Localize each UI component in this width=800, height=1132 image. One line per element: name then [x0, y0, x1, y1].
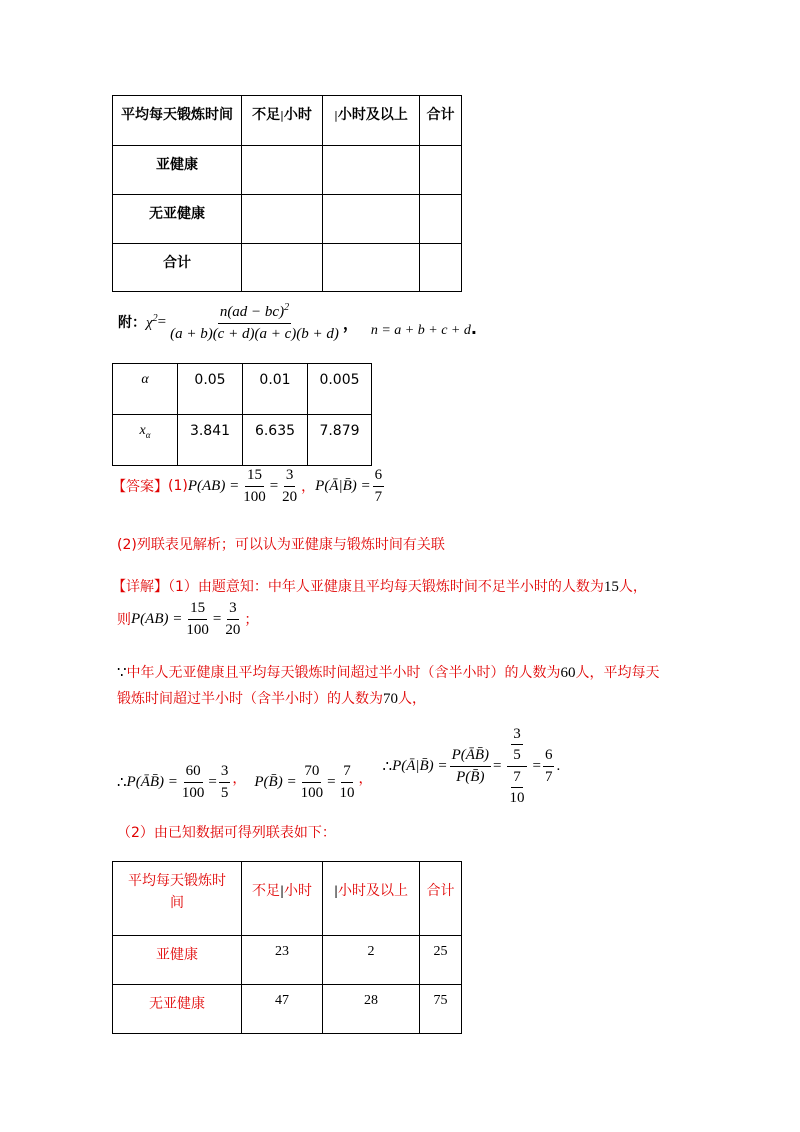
number: 15	[603, 579, 619, 595]
fraction: $\frac{7}{10}$	[339, 763, 355, 801]
appendix-formula	[118, 298, 477, 346]
appendix-label: 附：	[118, 315, 146, 331]
p-ab-label: P(AB) =	[131, 610, 183, 627]
semicolon: ；	[244, 612, 259, 628]
n-definition: n = a + b + c + d	[370, 323, 471, 338]
x-alpha-value: 7.879	[308, 415, 372, 466]
alpha-value: 0.005	[308, 364, 372, 415]
period: .	[556, 757, 561, 774]
equals-sign: =	[208, 773, 217, 790]
row-label-no-sub-health: 无亚健康	[113, 985, 242, 1034]
equals-sign: =	[532, 757, 541, 774]
nested-fraction: $\frac{\frac{3}{5}}{\frac{7}{10}}$	[504, 726, 531, 807]
table-cell: 47	[242, 985, 323, 1034]
header-less-than-hour: 不足|小时	[242, 862, 323, 936]
alpha-value: 0.01	[243, 364, 308, 415]
row-label-sub-health: 亚健康	[113, 146, 242, 195]
header-less-than-hour: 不足|小时	[242, 96, 323, 146]
comma: ，	[301, 479, 316, 495]
x-alpha-value: 6.635	[243, 415, 308, 466]
table-cell: 25	[420, 936, 462, 985]
p-ab-complement-label: P(ĀB̄) =	[126, 773, 178, 790]
fraction: $\frac{6}{7}$	[374, 467, 383, 505]
x-alpha-value: 3.841	[178, 415, 243, 466]
therefore-symbol: ∴	[117, 774, 127, 791]
fraction: $\frac{3}{20}$	[282, 467, 298, 505]
p-ab-label: P(AB) =	[187, 477, 240, 494]
detail-line-3	[117, 662, 660, 682]
table-cell	[323, 146, 420, 195]
detail-text: 人，	[398, 691, 426, 707]
table-health-vs-exercise-filled	[112, 861, 462, 1034]
detail-text: 锻炼时间超过半小时（含半小时）的人数为	[117, 691, 383, 707]
table-critical-values	[112, 363, 372, 466]
fraction: $\frac{15}{100}$	[186, 600, 209, 638]
comma: ，	[232, 771, 247, 787]
comma: ，	[358, 771, 373, 787]
because-symbol: ∵	[117, 665, 127, 681]
equals-sign: =	[157, 313, 167, 330]
table-cell	[420, 195, 462, 244]
answer-part2: (2)列联表见解析；可以认为亚健康与锻炼时间有关联	[117, 537, 445, 553]
fraction: $\frac{6}{7}$	[544, 747, 553, 785]
header-hour-and-above: |小时及以上	[323, 862, 420, 936]
chi-symbol: $\chi^2$	[146, 312, 158, 331]
header-avg-daily-exercise: 平均每天锻炼时间	[113, 96, 242, 146]
header-total: 合计	[420, 862, 462, 936]
therefore-symbol: ∴	[382, 758, 393, 775]
detail-text: 则	[117, 612, 131, 628]
chi-square-fraction: $\frac{n(ad - bc)^2}{(a + b)(c + d)(a + c)(b + d)}$	[170, 302, 339, 342]
answer-part1-label: (1)	[168, 478, 188, 494]
table-cell	[242, 244, 323, 292]
equals-sign: =	[212, 610, 222, 627]
equals-sign: =	[493, 757, 502, 774]
fraction: $\frac{60}{100}$	[181, 763, 205, 801]
fraction: $\frac{3}{5}$	[220, 763, 229, 801]
detail-line-4	[117, 688, 426, 708]
alpha-value: 0.05	[178, 364, 243, 415]
detail-part2: （2）由已知数据可得列联表如下：	[117, 825, 336, 841]
comma: ，	[342, 313, 359, 333]
detail-line-5	[117, 722, 560, 806]
header-hour-and-above: |小时及以上	[323, 96, 420, 146]
header-total: 合计	[420, 96, 462, 146]
detail-tag: 【详解】	[112, 579, 168, 595]
detail-text: 人，	[618, 579, 647, 595]
table-cell	[420, 244, 462, 292]
p-b-complement-label: P(B̄) =	[254, 773, 297, 790]
p-conditional-label: P(Ā|B̄) =	[315, 477, 371, 494]
detail-line-2	[117, 598, 258, 640]
detail-text: （1）由题意知：中年人亚健康且平均每天锻炼时间不足半小时的人数为	[168, 579, 604, 595]
answer-tag: 【答案】	[112, 479, 168, 495]
answer-line	[112, 466, 386, 506]
table-cell	[242, 195, 323, 244]
table-health-vs-exercise-blank	[112, 95, 462, 292]
detail-text: 中年人无亚健康且平均每天锻炼时间超过半小时（含半小时）的人数为	[126, 665, 561, 681]
table-cell: 23	[242, 936, 323, 985]
table-cell	[323, 244, 420, 292]
row-label-no-sub-health: 无亚健康	[113, 195, 242, 244]
fraction: $\frac{3}{20}$	[225, 600, 241, 638]
fraction: $\frac{70}{100}$	[300, 763, 324, 801]
fraction: $\frac{15}{100}$	[243, 467, 266, 505]
row-label-total: 合计	[113, 244, 242, 292]
period: .	[470, 318, 477, 338]
p-conditional-label: P(Ā|B̄) =	[392, 757, 448, 774]
detail-line-1	[112, 576, 647, 596]
x-alpha-label: $x_\alpha$	[113, 415, 178, 466]
table-cell	[323, 195, 420, 244]
equals-sign: =	[327, 773, 336, 790]
header-avg-daily-exercise: 平均每天锻炼时 间	[113, 862, 242, 936]
number: 70	[383, 691, 398, 707]
table-cell: 75	[420, 985, 462, 1034]
table-cell: 2	[323, 936, 420, 985]
table-cell	[420, 146, 462, 195]
equals-sign: =	[269, 477, 279, 494]
number: 60	[560, 665, 576, 681]
alpha-label: α	[113, 364, 178, 415]
table-cell: 28	[323, 985, 420, 1034]
detail-text: 人，平均每天	[575, 665, 660, 681]
row-label-sub-health: 亚健康	[113, 936, 242, 985]
fraction: $\frac{P(ĀB̄)}{P(B̄)}$	[451, 747, 490, 785]
table-cell	[242, 146, 323, 195]
